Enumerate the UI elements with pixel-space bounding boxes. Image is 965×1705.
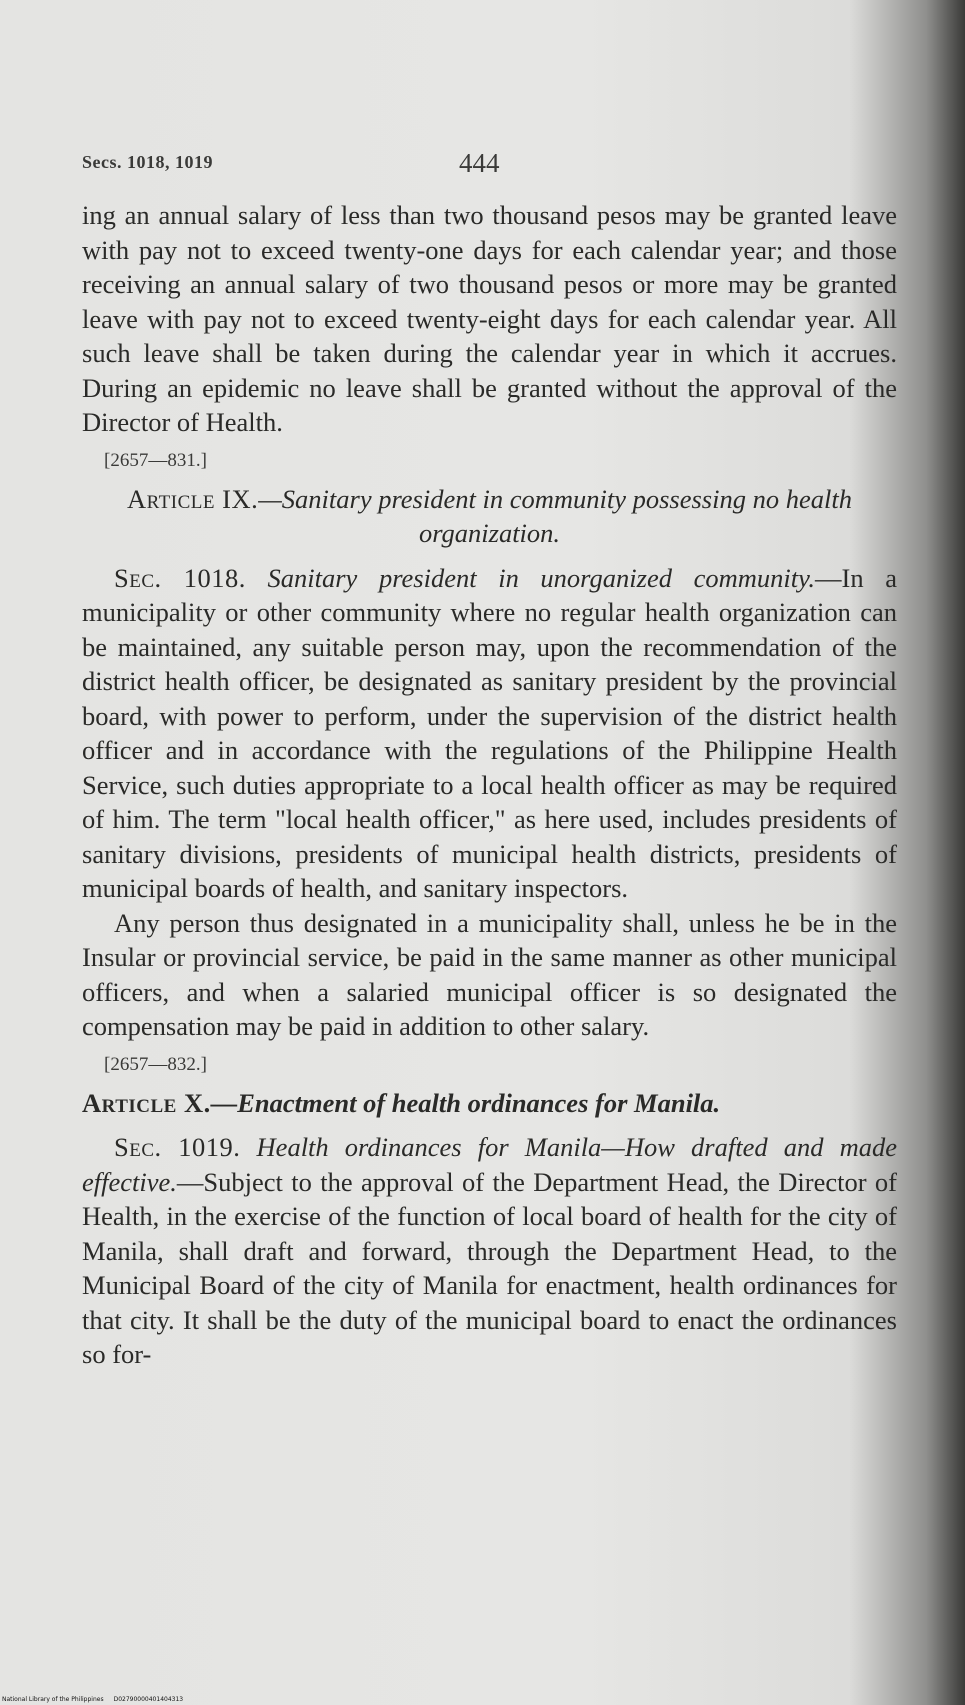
article-x-heading	[82, 1086, 897, 1121]
article-ix-heading	[82, 482, 897, 551]
section-1018-label: Sec. 1018.	[114, 562, 246, 593]
paragraph-compensation: Any person thus designated in a municipality shall, unless he be in the Insular or provincial service, be paid in the same manner as other municipal officers, and when a salaried municipal officer is so designated the compensation may be paid in addition to other salary.	[82, 907, 897, 1041]
page-number: 444	[459, 148, 500, 178]
section-1019-title: Health ordinances for Manila—How drafted and made effective.	[82, 1132, 898, 1197]
article-ix-label: Article IX.	[127, 483, 259, 514]
section-range: Secs. 1018, 1019	[82, 152, 213, 172]
section-1018	[82, 561, 897, 906]
citation-831: [2657—831.]	[104, 449, 207, 471]
article-x-label: Article X.	[82, 1087, 211, 1118]
section-1019	[82, 1130, 897, 1372]
citation-832: [2657—832.]	[104, 1053, 207, 1075]
scan-footer	[2, 1696, 183, 1703]
paragraph-leave-continuation: ing an annual salary of less than two thousand pesos may be granted leave with pay not to exceed twenty-one days for each calendar year; and those receiving an annual salary of two thousand pesos or more may be granted leave with pay not to exceed twenty-eight days for each calendar year. All such leave shall be taken during the calendar year in which it accrues. During an epidemic no leave shall be granted without the approval of the Director of Health.	[82, 200, 897, 437]
page-header	[82, 148, 882, 188]
article-x-title: —Enactment of health ordinances for Manila.	[210, 1087, 721, 1118]
scan-code: D02790000401404313	[113, 1696, 184, 1703]
section-1019-label: Sec. 1019.	[114, 1132, 241, 1162]
section-1019-body: —Subject to the approval of the Department Head, the Director of Health, in the exercise of the function of local board of health for the city of Manila, shall draft and forward, through the Department Head, to the Municipal Board of the city of Manila for enactment, health ordinances for that city. It shall be the duty of the municipal board to enact the ordinances so for-	[82, 1166, 897, 1369]
article-ix-title: —Sanitary president in community possessing no health organization.	[258, 483, 852, 548]
library-name: National Library of the Philippines	[2, 1696, 104, 1703]
section-1018-title: Sanitary president in unorganized community.	[267, 562, 816, 593]
body-text	[82, 198, 897, 1372]
section-1018-body: —In a municipality or other community where no regular health organization can be maintained, any suitable person may, upon the recommendation of the district health officer, be designated as sanitary president by the provincial board, with power to perform, under the supervision of the district health officer and in accordance with the regulations of the Philippine Health Service, such duties appropriate to a local health officer as may be required of him. The term "local health officer," as here used, includes presidents of sanitary divisions, presidents of municipal health districts, presidents of municipal boards of health, and sanitary inspectors.	[82, 562, 897, 903]
